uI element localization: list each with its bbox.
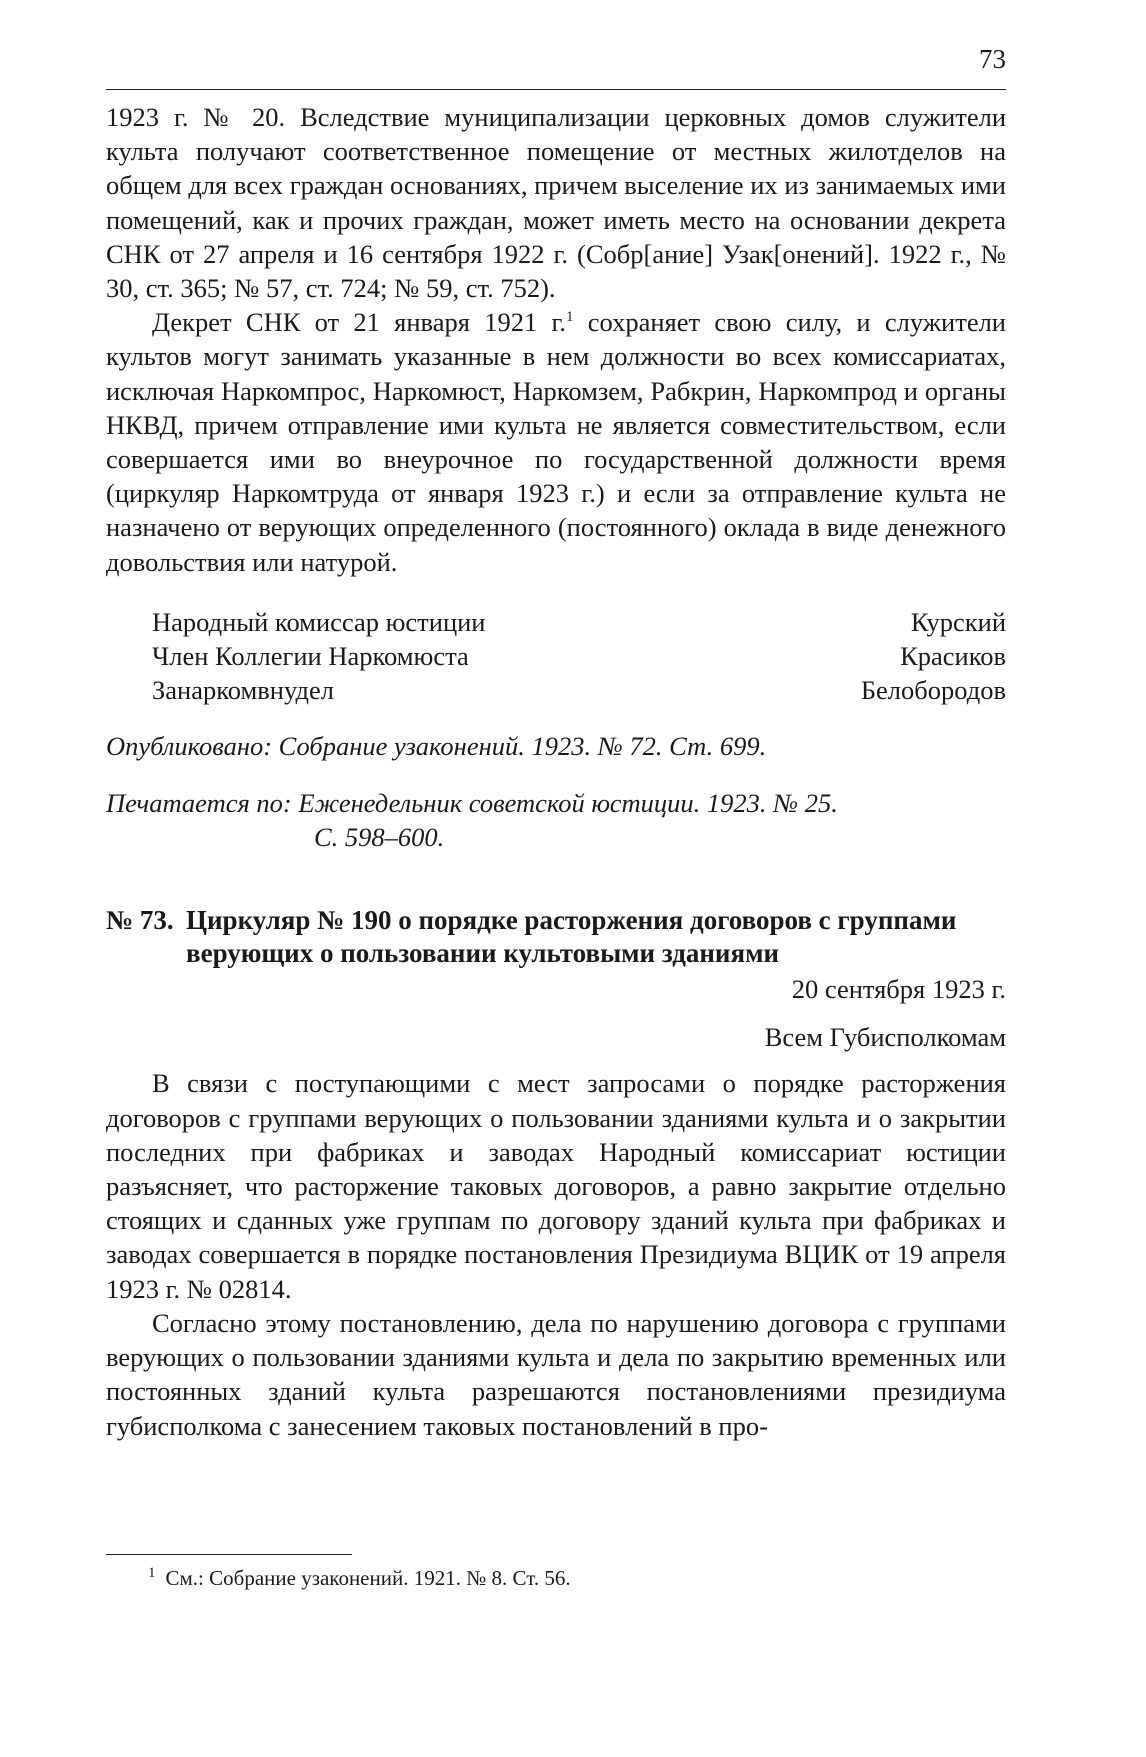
footnote bbox=[148, 1566, 571, 1591]
printed-source-line-2: С. 598–600. bbox=[314, 821, 445, 852]
signatory-title: Занаркомвнудел bbox=[152, 675, 335, 706]
header-rule bbox=[106, 89, 1006, 90]
footnote-reference[interactable]: 1 bbox=[565, 309, 574, 326]
signatory-title: Член Коллегии Наркомюста bbox=[152, 641, 469, 672]
paragraph-circular-2: Согласно этому постановлению, дела по нарушению договора с группами верующих о пользовании зданиями культа и дела по закрытию временных или постоянных зданий культа разрешаются постановлениями президиума губисполкома с занесением таковых постановлений в про- bbox=[106, 1307, 1006, 1441]
signatory-name: Красиков bbox=[900, 641, 1006, 672]
document-number: № 73. bbox=[106, 905, 174, 936]
signature-row bbox=[106, 673, 1006, 707]
signature-row bbox=[106, 605, 1006, 639]
printed-source-line-1: Печатается по: Еженедельник советской юстиции. 1923. № 25. bbox=[106, 787, 838, 818]
footnote-rule bbox=[106, 1554, 352, 1555]
paragraph-decree bbox=[106, 305, 1006, 579]
paragraph-continuation: 1923 г. № 20. Вследствие муниципализации церковных домов служители культа получают соответственное помещение от местных жилотделов на общем для всех граждан основаниях, причем выселение их из занимаемых ими помещений, как и прочих граждан, может иметь место на основании декрета СНК от 27 апреля и 16 сентября 1922 г. (Собр[ание] Узак[онений]. 1922 г., № 30, ст. 365; № 57, ст. 724; № 59, ст. 752). bbox=[106, 102, 1006, 304]
footnote-mark: 1 bbox=[148, 1565, 156, 1581]
signatory-title: Народный комиссар юстиции bbox=[152, 606, 486, 637]
paragraph-decree-rest: сохраняет свою силу, и служители культов могут занимать указанные в нем должности во всех комиссариатах, исключая Наркомпрос, Наркомюст, Наркомзем, Рабкрин, Наркомпрод и органы НКВД, причем отправление ими культа не является совместительством, если совершается ими во внеурочное по государственной должности время (циркуляр Наркомтруда от января 1923 г.) и если за отправление культа не назначено от верующих определенного (постоянного) оклада в виде денежного довольствия или натурой. bbox=[106, 307, 1006, 577]
paragraph-circular-1: В связи с поступающими с мест запросами о порядке расторжения договоров с группами верующих о пользовании зданиями культа и о закрытии последних при фабриках и заводах Народный комиссариат юстиции разъясняет, что расторжение таковых договоров, а равно закрытие отдельно стоящих и сданных уже группам по договору зданий культа при фабриках и заводах совершается в порядке постановления Президиума ВЦИК от 19 апреля 1923 г. № 02814. bbox=[106, 1068, 1006, 1304]
signatory-name: Белобородов bbox=[860, 675, 1006, 706]
document-date: 20 сентября 1923 г. bbox=[791, 974, 1006, 1005]
document-title: Циркуляр № 190 о порядке расторжения договоров с группами верующих о пользовании культовыми зданиями bbox=[186, 905, 957, 969]
footnote-text: См.: Собрание узаконений. 1921. № 8. Ст. 56. bbox=[165, 1566, 571, 1590]
document-addressee: Всем Губисполкомам bbox=[764, 1022, 1006, 1053]
paragraph-decree-start: Декрет СНК от 21 января 1921 г. bbox=[152, 307, 566, 338]
document-page bbox=[106, 0, 1006, 1757]
signature-row bbox=[106, 639, 1006, 673]
signatures-block bbox=[106, 605, 1006, 708]
published-source: Опубликовано: Собрание узаконений. 1923. № 72. Ст. 699. bbox=[106, 731, 767, 762]
document-body bbox=[106, 100, 1006, 1443]
document-heading bbox=[106, 904, 1006, 970]
signatory-name: Курский bbox=[910, 606, 1006, 637]
printed-source bbox=[106, 786, 1006, 854]
page-number: 73 bbox=[979, 44, 1006, 74]
